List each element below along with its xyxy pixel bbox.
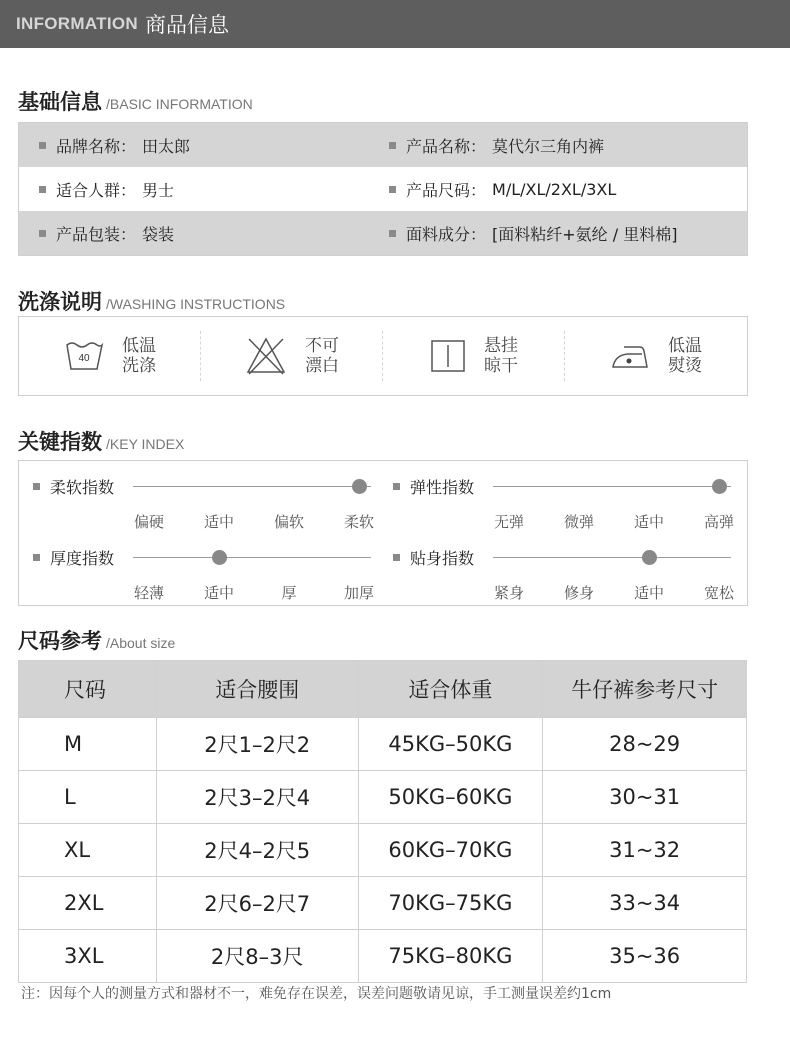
table-row (19, 877, 747, 930)
wash-item (565, 317, 747, 395)
weight-cell: 70KG–75KG (358, 877, 543, 930)
bullet-square-icon (393, 483, 400, 490)
wash-line1: 低温 (668, 336, 702, 356)
col-header-jeans: 牛仔裤参考尺寸 (543, 661, 747, 718)
bullet-square-icon (39, 230, 46, 237)
size-cell: XL (19, 824, 157, 877)
fabric-value: [面料粘纤+氨纶 / 里料棉] (492, 224, 678, 244)
washing-panel (18, 316, 748, 396)
key-title-en: /KEY INDEX (106, 436, 185, 452)
bullet-square-icon (389, 186, 396, 193)
washing-title-cn: 洗涤说明 (18, 290, 102, 314)
size-value: M/L/XL/2XL/3XL (492, 179, 617, 199)
key-index-heading (18, 426, 184, 456)
size-cell: L (19, 771, 157, 824)
package-value: 袋装 (142, 224, 175, 244)
size-cell: M (19, 718, 157, 771)
col-header-size: 尺码 (19, 661, 157, 718)
size-title-en: /About size (106, 635, 176, 651)
waist-cell: 2尺6–2尺7 (156, 877, 358, 930)
header-title-en: INFORMATION (16, 14, 138, 33)
scale-name-text: 厚度指数 (50, 549, 115, 568)
scale-track (133, 486, 371, 487)
bullet-square-icon (39, 142, 46, 149)
scale-label: 高弹 (703, 513, 734, 531)
bullet-square-icon (39, 186, 46, 193)
scale-label: 轻薄 (133, 584, 164, 602)
wash-item (19, 317, 201, 395)
jeans-cell: 31~32 (543, 824, 747, 877)
hang-dry-icon (430, 339, 466, 373)
scale-marker (712, 479, 727, 494)
wash-item (383, 317, 565, 395)
wash-line2: 洗涤 (122, 356, 156, 376)
scale-label: 适中 (633, 513, 664, 531)
scale-name-text: 贴身指数 (410, 549, 475, 568)
scale-label: 偏硬 (133, 513, 164, 531)
scale-name-text: 柔软指数 (50, 478, 115, 497)
scale-name (33, 546, 114, 569)
washing-title-en: /WASHING INSTRUCTIONS (106, 296, 286, 312)
jeans-cell: 30~31 (543, 771, 747, 824)
size-table (18, 660, 747, 983)
scale-label: 柔软 (343, 513, 374, 531)
col-header-waist: 适合腰围 (156, 661, 358, 718)
scale-track (493, 486, 731, 487)
weight-cell: 50KG–60KG (358, 771, 543, 824)
bullet-square-icon (393, 554, 400, 561)
waist-cell: 2尺8–3尺 (156, 930, 358, 983)
iron-low-icon (610, 341, 650, 371)
scale-marker (642, 550, 657, 565)
basic-row (19, 211, 747, 255)
basic-title-en: /BASIC INFORMATION (106, 96, 253, 112)
size-heading (18, 625, 175, 655)
bullet-square-icon (389, 230, 396, 237)
basic-title-cn: 基础信息 (18, 90, 102, 114)
brand-label: 品牌名称： (56, 136, 137, 156)
scale-label: 微弹 (563, 513, 594, 531)
scale-marker (212, 550, 227, 565)
scale-label: 加厚 (343, 584, 374, 602)
scale-label: 厚 (281, 584, 297, 602)
weight-cell: 60KG–70KG (358, 824, 543, 877)
audience-label: 适合人群： (56, 180, 137, 200)
bullet-square-icon (33, 483, 40, 490)
scale-label: 修身 (563, 584, 594, 602)
wash-line2: 熨烫 (668, 356, 702, 376)
jeans-cell: 33~34 (543, 877, 747, 930)
wash-line2: 漂白 (305, 356, 339, 376)
waist-cell: 2尺4–2尺5 (156, 824, 358, 877)
table-row (19, 771, 747, 824)
scale-label: 适中 (633, 584, 664, 602)
size-cell: 3XL (19, 930, 157, 983)
scale-track (493, 557, 731, 558)
scale-label: 偏软 (273, 513, 304, 531)
scale-label: 适中 (203, 513, 234, 531)
brand-value: 田太郎 (142, 136, 191, 156)
key-title-cn: 关键指数 (18, 430, 102, 454)
package-label: 产品包装： (56, 224, 137, 244)
scale-name (393, 475, 474, 498)
wash-40-icon (64, 339, 104, 373)
washing-heading (18, 286, 285, 316)
weight-cell: 75KG–80KG (358, 930, 543, 983)
table-row (19, 930, 747, 983)
scale-label: 无弹 (493, 513, 524, 531)
jeans-cell: 35~36 (543, 930, 747, 983)
jeans-cell: 28~29 (543, 718, 747, 771)
scale-label: 紧身 (493, 584, 524, 602)
waist-cell: 2尺1–2尺2 (156, 718, 358, 771)
table-row (19, 824, 747, 877)
col-header-weight: 适合体重 (358, 661, 543, 718)
key-index-panel (18, 460, 748, 606)
weight-cell: 45KG–50KG (358, 718, 543, 771)
header-title-cn: 商品信息 (144, 13, 229, 37)
size-title-cn: 尺码参考 (18, 629, 102, 653)
bullet-square-icon (389, 142, 396, 149)
audience-value: 男士 (142, 180, 175, 200)
product-name-value: 莫代尔三角内裤 (492, 136, 605, 156)
fabric-label: 面料成分： (406, 224, 487, 244)
header-bar (0, 0, 790, 48)
scale-name (33, 475, 114, 498)
table-row (19, 718, 747, 771)
scale-marker (352, 479, 367, 494)
scale-name (393, 546, 474, 569)
basic-row (19, 167, 747, 211)
wash-line2: 晾干 (484, 356, 518, 376)
waist-cell: 2尺3–2尺4 (156, 771, 358, 824)
basic-info-heading (18, 86, 253, 116)
scale-name-text: 弹性指数 (410, 478, 475, 497)
wash-line1: 不可 (305, 336, 339, 356)
scale-label: 宽松 (703, 584, 734, 602)
wash-line1: 悬挂 (484, 336, 518, 356)
no-bleach-icon (245, 336, 287, 376)
wash-item (201, 317, 383, 395)
size-cell: 2XL (19, 877, 157, 930)
basic-row (19, 123, 747, 167)
size-header-row (19, 661, 747, 718)
scale-label: 适中 (203, 584, 234, 602)
size-label: 产品尺码： (406, 180, 487, 200)
measurement-note: 注：因每个人的测量方式和器材不一，难免存在误差，误差问题敬请见谅，手工测量误差约1cm (21, 986, 612, 1002)
product-name-label: 产品名称： (406, 136, 487, 156)
basic-info-table (18, 122, 748, 256)
bullet-square-icon (33, 554, 40, 561)
scale-track (133, 557, 371, 558)
wash-line1: 低温 (122, 336, 156, 356)
svg-text:40: 40 (78, 353, 90, 364)
